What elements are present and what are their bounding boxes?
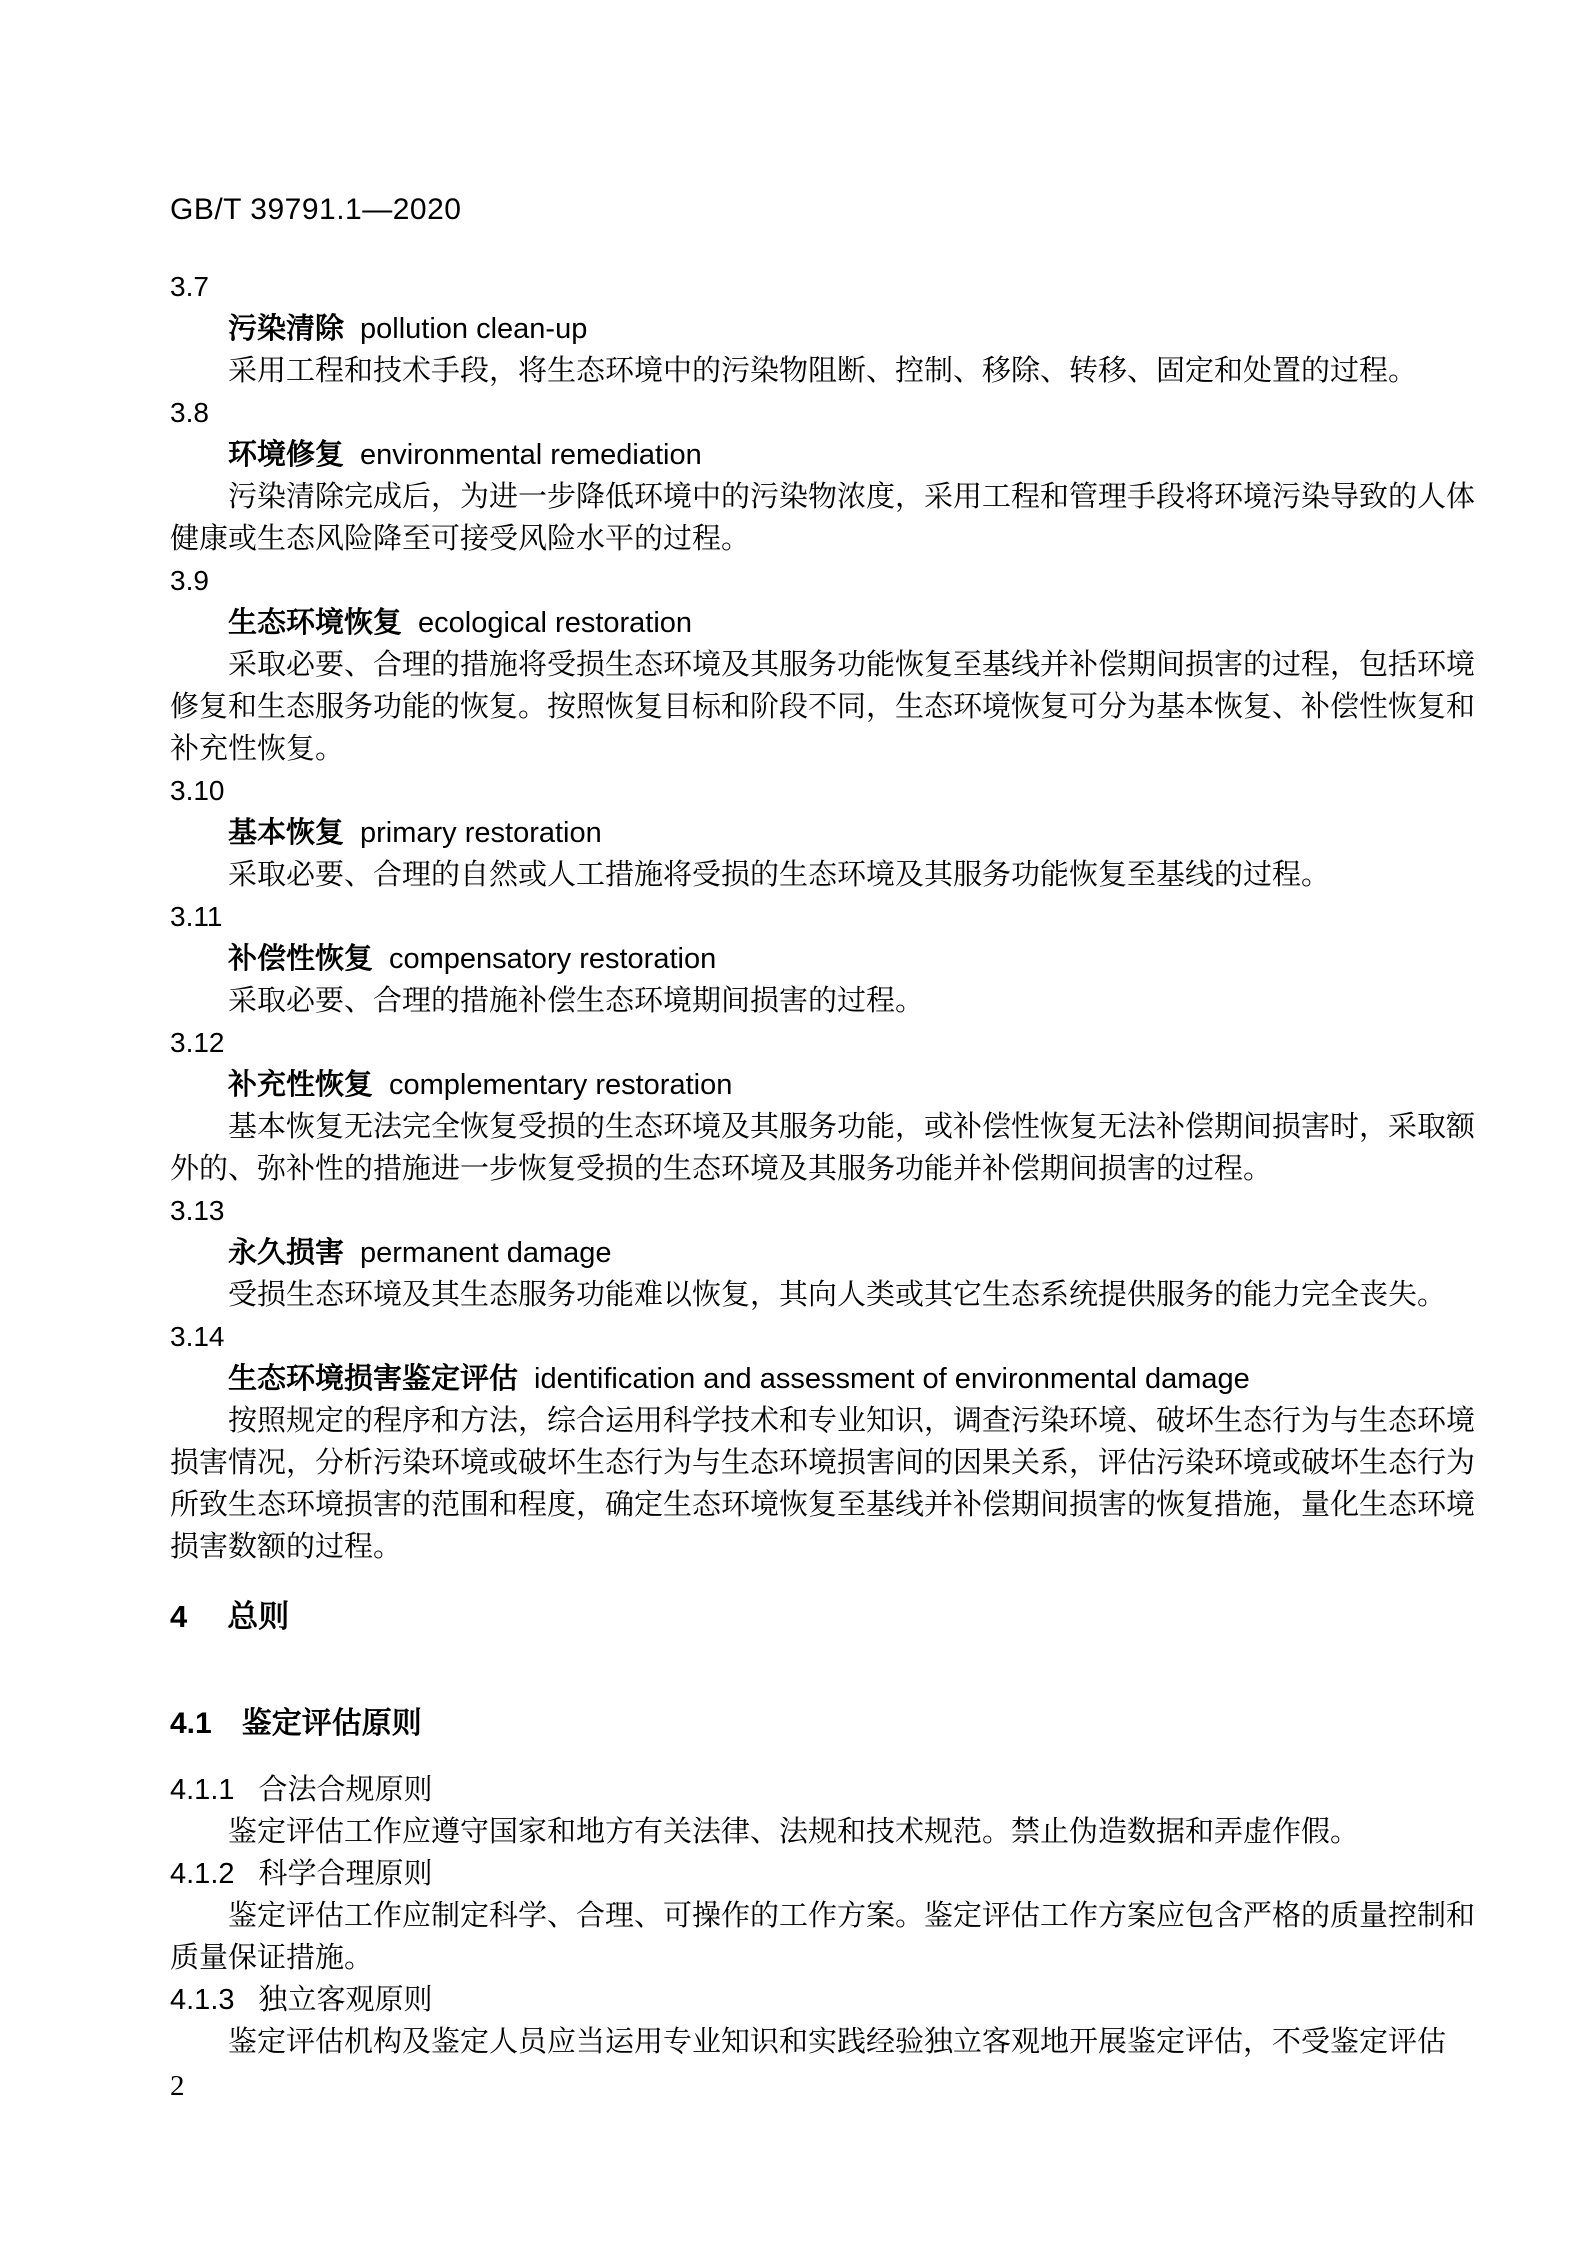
term-name-zh: 生态环境恢复: [228, 607, 403, 639]
term-name-zh: 生态环境损害鉴定评估: [228, 1363, 519, 1395]
term-item: [170, 392, 1475, 560]
term-heading: [170, 1358, 1475, 1400]
clause-title-text: 科学合理原则: [258, 1858, 433, 1890]
clause-number: 4.1.3: [170, 1984, 235, 2016]
clause-body: 鉴定评估工作应遵守国家和地方有关法律、法规和技术规范。禁止伪造数据和弄虚作假。: [228, 1816, 1360, 1848]
term-item: [170, 560, 1475, 770]
clause-heading: [170, 1853, 1475, 1895]
clause-heading: [170, 1769, 1475, 1811]
term-number: 3.13: [170, 1195, 225, 1226]
term-definition: 污染清除完成后，为进一步降低环境中的污染物浓度，采用工程和管理手段将环境污染导致的人体健康或生态风险降至可接受风险水平的过程。: [170, 481, 1476, 555]
clause-title-text: 独立客观原则: [258, 1984, 433, 2016]
subsection-number: 4.1: [170, 1707, 212, 1740]
term-heading: [170, 812, 1475, 854]
term-item: [170, 266, 1475, 392]
term-name-en: compensatory restoration: [389, 943, 717, 975]
term-heading: [170, 602, 1475, 644]
term-definition: 受损生态环境及其生态服务功能难以恢复，其向人类或其它生态系统提供服务的能力完全丧失。: [228, 1279, 1447, 1311]
clauses-section: [170, 1769, 1475, 2063]
term-name-zh: 补偿性恢复: [228, 943, 374, 975]
clause-number: 4.1.1: [170, 1774, 235, 1806]
term-heading: [170, 1064, 1475, 1106]
standard-number-header: GB/T 39791.1—2020: [170, 193, 462, 226]
clause-body: 鉴定评估机构及鉴定人员应当运用专业知识和实践经验独立客观地开展鉴定评估，不受鉴定评估: [228, 2026, 1447, 2058]
term-name-zh: 基本恢复: [228, 817, 345, 849]
terms-section: [170, 266, 1475, 1568]
term-name-zh: 永久损害: [228, 1237, 345, 1269]
term-definition: 采用工程和技术手段，将生态环境中的污染物阻断、控制、移除、转移、固定和处置的过程。: [228, 355, 1418, 387]
section-4-1-heading: [170, 1701, 1475, 1747]
term-number: 3.9: [170, 565, 209, 596]
section-title: 总则: [227, 1599, 290, 1634]
term-name-en: identification and assessment of environmental damage: [534, 1363, 1250, 1395]
term-name-zh: 环境修复: [228, 439, 345, 471]
term-item: [170, 896, 1475, 1022]
term-item: [170, 1022, 1475, 1190]
term-name-en: environmental remediation: [360, 439, 702, 471]
clause-body: 鉴定评估工作应制定科学、合理、可操作的工作方案。鉴定评估工作方案应包含严格的质量控制和质量保证措施。: [170, 1900, 1476, 1974]
term-number: 3.8: [170, 397, 209, 428]
term-name-en: complementary restoration: [389, 1069, 733, 1101]
clause-item: [170, 1979, 1475, 2063]
term-definition: 采取必要、合理的措施补偿生态环境期间损害的过程。: [228, 985, 925, 1017]
term-number: 3.12: [170, 1027, 225, 1058]
page-number: 2: [170, 2070, 185, 2102]
term-definition: 基本恢复无法完全恢复受损的生态环境及其服务功能，或补偿性恢复无法补偿期间损害时，采取额外的、弥补性的措施进一步恢复受损的生态环境及其服务功能并补偿期间损害的过程。: [170, 1111, 1476, 1185]
term-number: 3.11: [170, 901, 223, 932]
term-heading: [170, 308, 1475, 350]
clause-item: [170, 1853, 1475, 1979]
term-name-zh: 补充性恢复: [228, 1069, 374, 1101]
term-definition: 采取必要、合理的措施将受损生态环境及其服务功能恢复至基线并补偿期间损害的过程，包括环境修复和生态服务功能的恢复。按照恢复目标和阶段不同，生态环境恢复可分为基本恢复、补偿性恢复和补充性恢复。: [170, 649, 1476, 765]
term-heading: [170, 1232, 1475, 1274]
term-number: 3.7: [170, 271, 209, 302]
subsection-title: 鉴定评估原则: [241, 1707, 422, 1740]
term-name-en: ecological restoration: [418, 607, 693, 639]
clause-item: [170, 1769, 1475, 1853]
term-name-en: primary restoration: [360, 817, 602, 849]
term-heading: [170, 938, 1475, 980]
clause-title-text: 合法合规原则: [258, 1774, 433, 1806]
term-name-zh: 污染清除: [228, 313, 345, 345]
term-item: [170, 770, 1475, 896]
term-heading: [170, 434, 1475, 476]
term-definition: 按照规定的程序和方法，综合运用科学技术和专业知识，调查污染环境、破坏生态行为与生态环境损害情况，分析污染环境或破坏生态行为与生态环境损害间的因果关系，评估污染环境或破坏生态行为所致生态环境损害的范围和程度，确定生态环境恢复至基线并补偿期间损害的恢复措施，量化生态环境损害数额的过程。: [170, 1405, 1476, 1563]
term-name-en: permanent damage: [360, 1237, 612, 1269]
term-item: [170, 1316, 1475, 1568]
term-definition: 采取必要、合理的自然或人工措施将受损的生态环境及其服务功能恢复至基线的过程。: [228, 859, 1331, 891]
clause-heading: [170, 1979, 1475, 2021]
term-item: [170, 1190, 1475, 1316]
term-number: 3.10: [170, 775, 225, 806]
clause-number: 4.1.2: [170, 1858, 235, 1890]
section-number: 4: [170, 1599, 188, 1634]
term-name-en: pollution clean-up: [360, 313, 588, 345]
section-4-heading: [170, 1594, 1475, 1640]
term-number: 3.14: [170, 1321, 225, 1352]
